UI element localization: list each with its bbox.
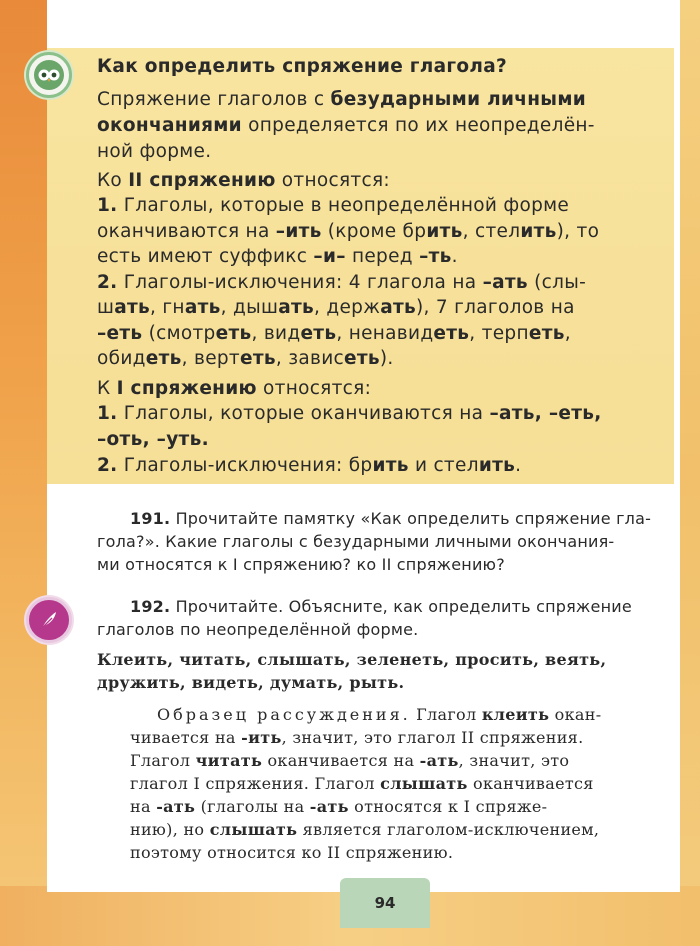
memo-line: К I спряжению относятся: <box>97 378 372 399</box>
sample-reasoning-line: глагол I спряжения. Глагол слышать оканчивается <box>130 774 594 793</box>
exercise-191-line: гола?». Какие глаголы с безударными личными окончания- <box>97 532 615 551</box>
memo-line: –еть (смотреть, видеть, ненавидеть, терпеть, <box>97 323 571 344</box>
sample-reasoning-line: Глагол читать оканчивается на -ать, значит, это <box>130 751 570 770</box>
exercise-191-line: 191. Прочитайте памятку «Как определить спряжение гла- <box>130 509 652 528</box>
memo-title: Как определить спряжение глагола? <box>97 56 508 77</box>
memo-line: ной форме. <box>97 141 212 162</box>
memo-line: шать, гнать, дышать, держать), 7 глаголов на <box>97 297 575 318</box>
memo-line: 1. Глаголы, которые оканчиваются на –ать, –еть, <box>97 403 602 424</box>
exercise-192-line: глаголов по неопределённой форме. <box>97 620 419 639</box>
memo-line: 1. Глаголы, которые в неопределённой форме <box>97 195 570 216</box>
memo-line: есть имеют суффикс –и– перед –ть. <box>97 246 458 267</box>
page-number: 94 <box>340 878 430 928</box>
memo-line: оканчиваются на –ить (кроме брить, стелить), то <box>97 221 600 242</box>
memo-line: Спряжение глаголов с безударными личными <box>97 89 587 110</box>
sample-reasoning-line: нию), но слышать является глаголом-исключением, <box>130 820 600 839</box>
sample-reasoning-line: чивается на -ить, значит, это глагол II спряжения. <box>130 728 584 747</box>
word-list-line: Клеить, читать, слышать, зеленеть, просить, веять, <box>97 650 607 669</box>
memo-line: –оть, –уть. <box>97 429 209 450</box>
exercise-192-line: 192. Прочитайте. Объясните, как определить спряжение <box>130 597 632 616</box>
sample-reasoning-line: поэтому относится ко II спряжению. <box>130 843 454 862</box>
word-list-line: дружить, видеть, думать, рыть. <box>97 673 405 692</box>
feather-pen-icon <box>26 597 72 643</box>
sample-reasoning-line: Образец рассуждения. Глагол клеить окан- <box>157 705 602 724</box>
sample-reasoning-line: на -ать (глаголы на -ать относятся к I спряже- <box>130 797 548 816</box>
memo-line: окончаниями определяется по их неопределён- <box>97 115 595 136</box>
exercise-191-line: ми относятся к I спряжению? ко II спряжению? <box>97 555 505 574</box>
memo-line: Ко II спряжению относятся: <box>97 170 390 191</box>
owl-icon <box>26 52 72 98</box>
memo-line: 2. Глаголы-исключения: 4 глагола на –ать (слы- <box>97 272 587 293</box>
memo-line: обидеть, вертеть, зависеть). <box>97 348 394 369</box>
memo-line: 2. Глаголы-исключения: брить и стелить. <box>97 455 522 476</box>
